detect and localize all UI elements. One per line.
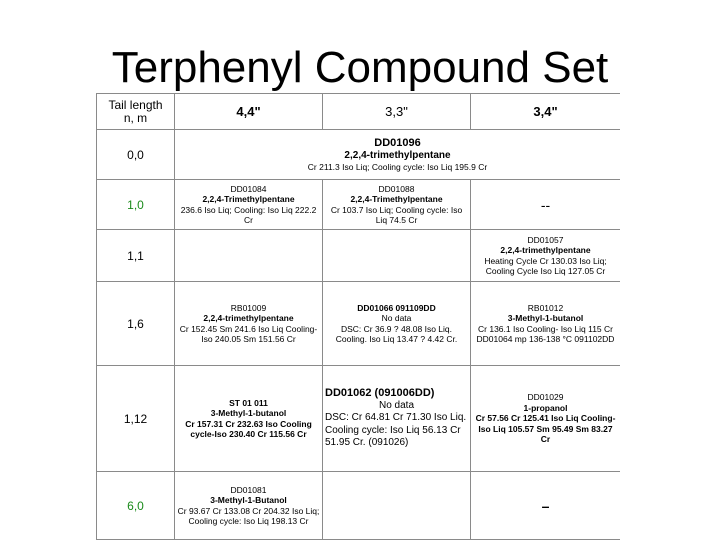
compound-cell-4-4 bbox=[175, 472, 323, 540]
compound-name: 1-propanol bbox=[523, 402, 568, 413]
table-row bbox=[97, 130, 621, 180]
compound-data: Cr 93.67 Cr 133.08 Cr 204.32 Iso Liq; Cooling cycle: Iso Liq 198.13 Cr bbox=[177, 505, 320, 526]
compound-data: Cr 152.45 Sm 241.6 Iso Liq Cooling- Iso 240.05 Sm 151.56 Cr bbox=[179, 323, 318, 344]
slide-title: Terphenyl Compound Set bbox=[111, 43, 609, 92]
compound-cell-4-4 bbox=[175, 282, 323, 366]
compound-id: DD01096 bbox=[374, 136, 421, 149]
compound-data: Heating Cycle Cr 130.03 Iso Liq; Cooling Cycle Iso Liq 127.05 Cr bbox=[484, 255, 607, 276]
tail-length-cell: 1,12 bbox=[97, 366, 175, 472]
compound-data: DSC: Cr 36.9 ? 48.08 Iso Liq. Cooling. Iso Liq 13.47 ? 4.42 Cr. bbox=[335, 323, 458, 344]
compound-name: 2,2,4-Trimethylpentane bbox=[350, 194, 443, 205]
compound-id: ST 01 011 bbox=[229, 397, 268, 408]
compound-id: DD01066 091109DD bbox=[357, 302, 436, 313]
compound-data: Cr 136.1 Iso Cooling- Iso Liq 115 Cr DD01064 mp 136-138 °C 091102DD bbox=[476, 323, 615, 344]
compound-name: 2,2,4-trimethylpentane bbox=[203, 313, 294, 324]
compound-data: Cr 211.3 Iso Liq; Cooling cycle: Iso Liq 195.9 Cr bbox=[307, 161, 488, 172]
tail-length-cell: 1,0 bbox=[97, 180, 175, 230]
compound-name: 3-Methyl-1-butanol bbox=[507, 313, 584, 324]
empty-marker: – bbox=[471, 472, 621, 540]
header-tail-length bbox=[97, 94, 175, 130]
compound-cell-3-4 bbox=[471, 282, 621, 366]
compound-id: DD01057 bbox=[527, 234, 564, 245]
header-row bbox=[97, 94, 621, 130]
compound-cell-3-4 bbox=[471, 230, 621, 282]
header-4-4: 4,4" bbox=[175, 94, 323, 130]
header-3-3: 3,3" bbox=[323, 94, 471, 130]
compound-name: No data bbox=[378, 399, 415, 411]
table-row bbox=[97, 230, 621, 282]
tail-length-cell: 0,0 bbox=[97, 130, 175, 180]
compound-id: DD01062 (091006DD) bbox=[325, 387, 435, 400]
compound-data: 236.6 Iso Liq; Cooling: Iso Liq 222.2 Cr bbox=[180, 204, 317, 225]
empty-cell bbox=[323, 472, 471, 540]
empty-marker: -- bbox=[471, 180, 621, 230]
compound-id: RB01009 bbox=[230, 302, 267, 313]
compound-cell-4-4 bbox=[175, 180, 323, 230]
table-row bbox=[97, 180, 621, 230]
compound-cell-4-4 bbox=[175, 366, 323, 472]
compound-id: RB01012 bbox=[527, 302, 564, 313]
compound-cell-3-3 bbox=[323, 180, 471, 230]
compound-name: 3-Methyl-1-Butanol bbox=[210, 495, 287, 506]
compound-data: Cr 157.31 Cr 232.63 Iso Cooling cycle-Iso 230.40 Cr 115.56 Cr bbox=[185, 418, 312, 439]
tail-length-cell: 1,1 bbox=[97, 230, 175, 282]
header-tail-length-label: Tail length n, m bbox=[108, 97, 163, 125]
compound-name: 2,2,4-Trimethylpentane bbox=[202, 194, 295, 205]
compound-table-wrapper bbox=[96, 93, 620, 540]
compound-cell-3-3 bbox=[323, 366, 471, 472]
compound-id: DD01029 bbox=[527, 392, 564, 403]
compound-cell-merged bbox=[175, 130, 621, 180]
empty-cell bbox=[175, 230, 323, 282]
compound-name: 2,2,4-trimethylpentane bbox=[344, 149, 451, 161]
header-3-4: 3,4" bbox=[471, 94, 621, 130]
table-row bbox=[97, 366, 621, 472]
empty-cell bbox=[323, 230, 471, 282]
compound-id: DD01084 bbox=[230, 183, 267, 194]
compound-name: 3-Methyl-1-butanol bbox=[210, 408, 287, 419]
tail-length-cell: 6,0 bbox=[97, 472, 175, 540]
table-row bbox=[97, 472, 621, 540]
compound-cell-3-4 bbox=[471, 366, 621, 472]
compound-data: Cr 103.7 Iso Liq; Cooling cycle: Iso Liq 74.5 Cr bbox=[330, 204, 463, 225]
compound-table bbox=[96, 93, 620, 540]
tail-length-cell: 1,6 bbox=[97, 282, 175, 366]
compound-name: No data bbox=[381, 313, 412, 324]
compound-data: DSC: Cr 64.81 Cr 71.30 Iso Liq. Cooling cycle: Iso Liq 56.13 Cr 51.95 Cr. (091026) bbox=[325, 412, 467, 449]
compound-cell-3-3 bbox=[323, 282, 471, 366]
compound-id: DD01088 bbox=[378, 183, 415, 194]
table-row bbox=[97, 282, 621, 366]
compound-data: Cr 57.56 Cr 125.41 Iso Liq Cooling- Iso Liq 105.57 Sm 95.49 Sm 83.27 Cr bbox=[475, 413, 616, 445]
compound-id: DD01081 bbox=[230, 484, 267, 495]
compound-name: 2,2,4-trimethylpentane bbox=[500, 245, 591, 256]
